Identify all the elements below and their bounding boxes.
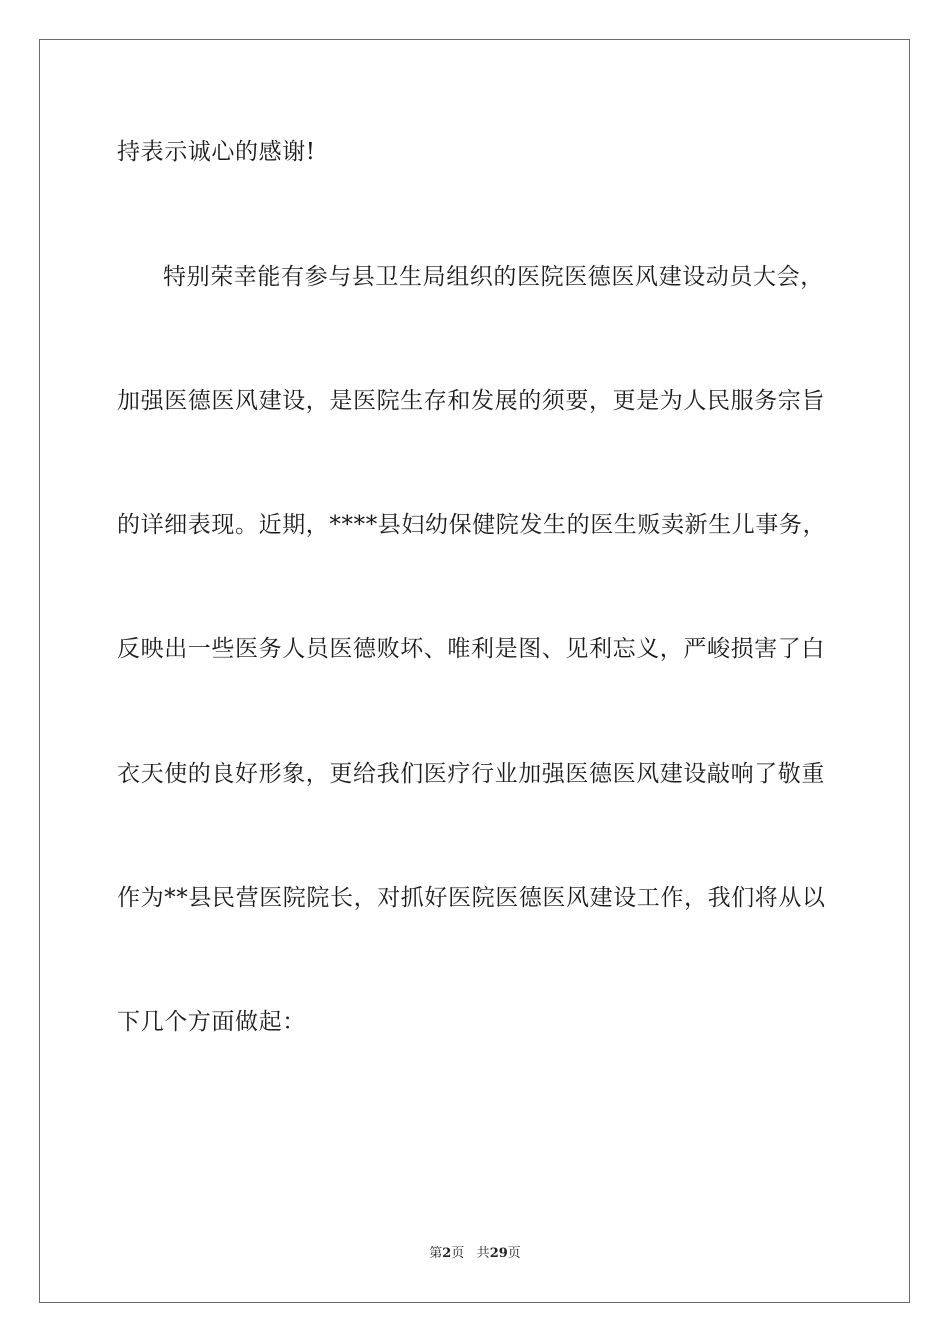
text-line-5: 反映出一些医务人员医德败坏、唯利是图、见利忘义，严峻损害了白 xyxy=(117,636,825,662)
text-line-6: 衣天使的良好形象，更给我们医疗行业加强医德医风建设敲响了敬重 xyxy=(117,761,825,787)
total-prefix: 共 xyxy=(476,1246,490,1261)
text-line-4: 的详细表现。近期，****县妇幼保健院发生的医生贩卖新生儿事务， xyxy=(117,512,827,538)
page-border xyxy=(39,39,910,1303)
page-number: 2 xyxy=(442,1246,452,1261)
text-line-1: 持表示诚心的感谢! xyxy=(117,139,316,165)
total-suffix: 页 xyxy=(507,1246,521,1261)
text-line-7: 作为**县民营医院院长，对抓好医院医德医风建设工作，我们将从以 xyxy=(117,885,826,911)
page-footer xyxy=(0,1245,950,1263)
total-pages: 29 xyxy=(489,1246,508,1261)
text-line-3: 加强医德医风建设，是医院生存和发展的须要，更是为人民服务宗旨 xyxy=(117,388,825,414)
text-line-2: 特别荣幸能有参与县卫生局组织的医院医德医风建设动员大会， xyxy=(163,264,824,290)
page-suffix: 页 xyxy=(451,1246,465,1261)
page-prefix: 第 xyxy=(429,1246,443,1261)
text-line-8: 下几个方面做起： xyxy=(117,1009,306,1035)
